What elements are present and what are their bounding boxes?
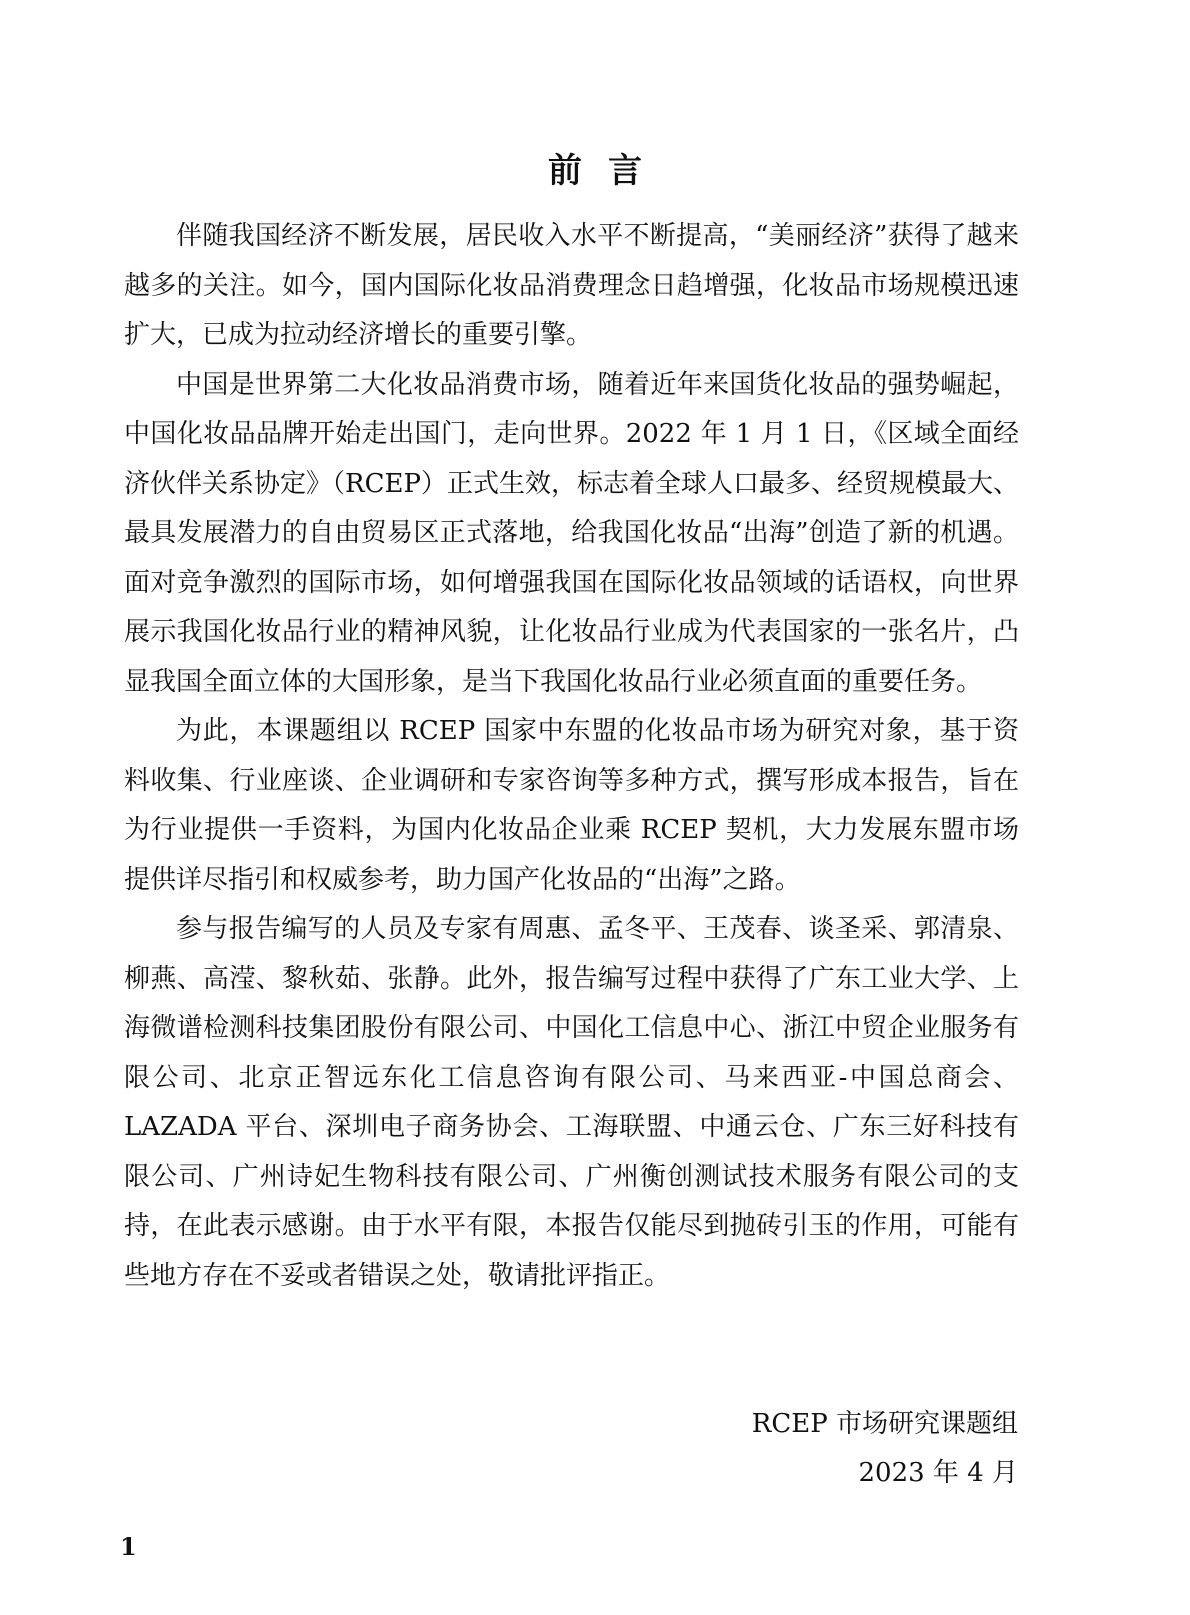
paragraph-4: 参与报告编写的人员及专家有周惠、孟冬平、王茂春、谈圣采、郭清泉、柳燕、高滢、黎秋茹、张静。此外，报告编写过程中获得了广东工业大学、上海微谱检测科技集团股份有限公司、中国化工信息中心、浙江中贸企业服务有限公司、北京正智远东化工信息咨询有限公司、马来西亚-中国总商会、LAZADA 平台、深圳电子商务协会、工海联盟、中通云仓、广东三好科技有限公司、广州诗妃生物科技有限公司、广州衡创测试技术服务有限公司的支持，在此表示感谢。由于水平有限，本报告仅能尽到抛砖引玉的作用，可能有些地方存在不妥或者错误之处，敬请批评指正。	[124, 914, 1019, 1291]
page-number: 1	[120, 1532, 137, 1561]
paragraph-2: 中国是世界第二大化妆品消费市场，随着近年来国货化妆品的强势崛起，中国化妆品品牌开始走出国门，走向世界。2022 年 1 月 1 日，《区域全面经济伙伴关系协定》（RCEP）正式生效，标志着全球人口最多、经贸规模最大、最具发展潜力的自由贸易区正式落地，给我国化妆品“出海”创造了新的机遇。面对竞争激烈的国际市场，如何增强我国在国际化妆品领域的话语权，向世界展示我国化妆品行业的精神风貌，让化妆品行业成为代表国家的一张名片，凸显我国全面立体的大国形象，是当下我国化妆品行业必须直面的重要任务。	[124, 369, 1019, 697]
page-title: 前言	[548, 150, 668, 191]
signature-block	[752, 1400, 1018, 1498]
signature-author: RCEP 市场研究课题组	[751, 1409, 1018, 1439]
paragraph-1: 伴随我国经济不断发展，居民收入水平不断提高，“美丽经济”获得了越来越多的关注。如今，国内国际化妆品消费理念日趋增强，化妆品市场规模迅速扩大，已成为拉动经济增长的重要引擎。	[124, 221, 1019, 350]
preface-body	[124, 212, 1019, 1301]
signature-date: 2023 年 4 月	[858, 1458, 1018, 1488]
paragraph-3: 为此，本课题组以 RCEP 国家中东盟的化妆品市场为研究对象，基于资料收集、行业座谈、企业调研和专家咨询等多种方式，撰写形成本报告，旨在为行业提供一手资料，为国内化妆品企业乘 RCEP 契机，大力发展东盟市场提供详尽指引和权威参考，助力国产化妆品的“出海”之路。	[124, 716, 1019, 895]
